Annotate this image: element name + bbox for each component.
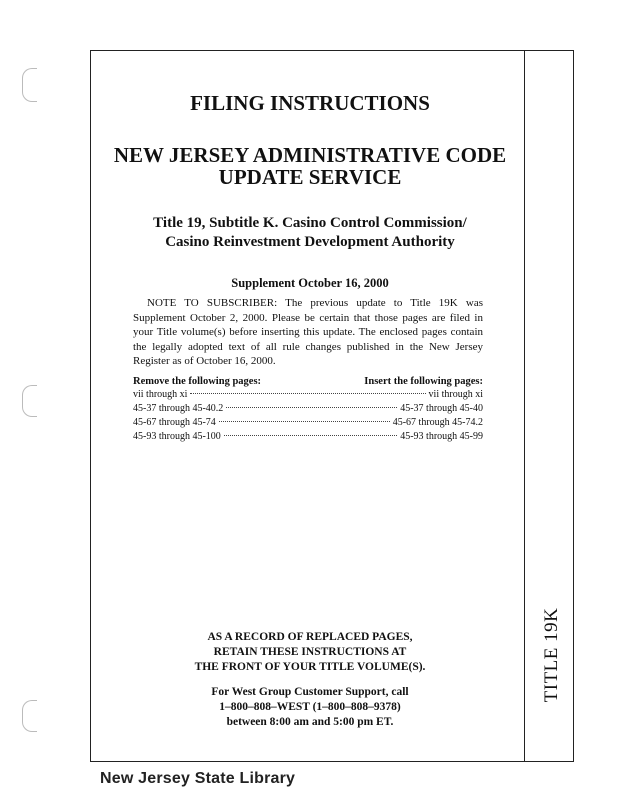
table-row: [133, 417, 483, 431]
insert-header: Insert the following pages:: [364, 376, 483, 387]
remove-pages: 45-37 through 45-40.2: [133, 403, 224, 414]
insert-pages: 45-67 through 45-74.2: [392, 417, 483, 428]
document-title: FILING INSTRUCTIONS: [190, 91, 430, 115]
record-line: RETAIN THESE INSTRUCTIONS AT: [213, 646, 407, 658]
table-row: [133, 403, 483, 417]
insert-pages: 45-37 through 45-40: [400, 403, 483, 414]
support-line: For West Group Customer Support, call: [211, 686, 409, 698]
dot-leader: [224, 435, 397, 436]
customer-support: [100, 685, 520, 730]
remove-pages: 45-67 through 45-74: [133, 417, 216, 428]
hole-punch-mark: [22, 385, 37, 417]
tab-divider: [524, 50, 525, 762]
subtitle-line-2: Casino Reinvestment Development Authority: [165, 234, 455, 250]
support-hours: between 8:00 am and 5:00 pm ET.: [226, 716, 394, 728]
code-title-line-2: UPDATE SERVICE: [218, 165, 402, 189]
insert-pages: vii through xi: [428, 389, 483, 400]
page-replacement-table: [133, 376, 483, 445]
record-instructions: [100, 630, 520, 675]
remove-pages: 45-93 through 45-100: [133, 431, 221, 442]
subscriber-note: NOTE TO SUBSCRIBER: The previous update to Title 19K was Supplement October 2, 2000. Please be certain that those pages are filed in your Title volume(s) before inserting this update. The enclosed pages contain the legally adopted text of all rule changes published in the New Jersey Register as of October 16, 2000.: [133, 297, 483, 367]
title-tab-label: TITLE 19K: [541, 607, 562, 703]
record-line: AS A RECORD OF REPLACED PAGES,: [207, 631, 413, 643]
dot-leader: [219, 421, 390, 422]
support-phone: 1–800–808–WEST (1–800–808–9378): [219, 701, 401, 713]
library-stamp: New Jersey State Library: [100, 770, 296, 787]
table-row: [133, 389, 483, 403]
hole-punch-mark: [22, 68, 37, 102]
hole-punch-mark: [22, 700, 37, 732]
subtitle-line-1: Title 19, Subtitle K. Casino Control Commission/: [153, 215, 467, 231]
dot-leader: [226, 407, 397, 408]
code-title-line-1: NEW JERSEY ADMINISTRATIVE CODE: [113, 143, 507, 167]
remove-header: Remove the following pages:: [133, 376, 262, 387]
remove-pages: vii through xi: [133, 389, 188, 400]
table-row: [133, 431, 483, 445]
supplement-date: Supplement October 16, 2000: [231, 276, 389, 290]
insert-pages: 45-93 through 45-99: [400, 431, 483, 442]
dot-leader: [190, 393, 425, 394]
record-line: THE FRONT OF YOUR TITLE VOLUME(S).: [194, 661, 426, 673]
